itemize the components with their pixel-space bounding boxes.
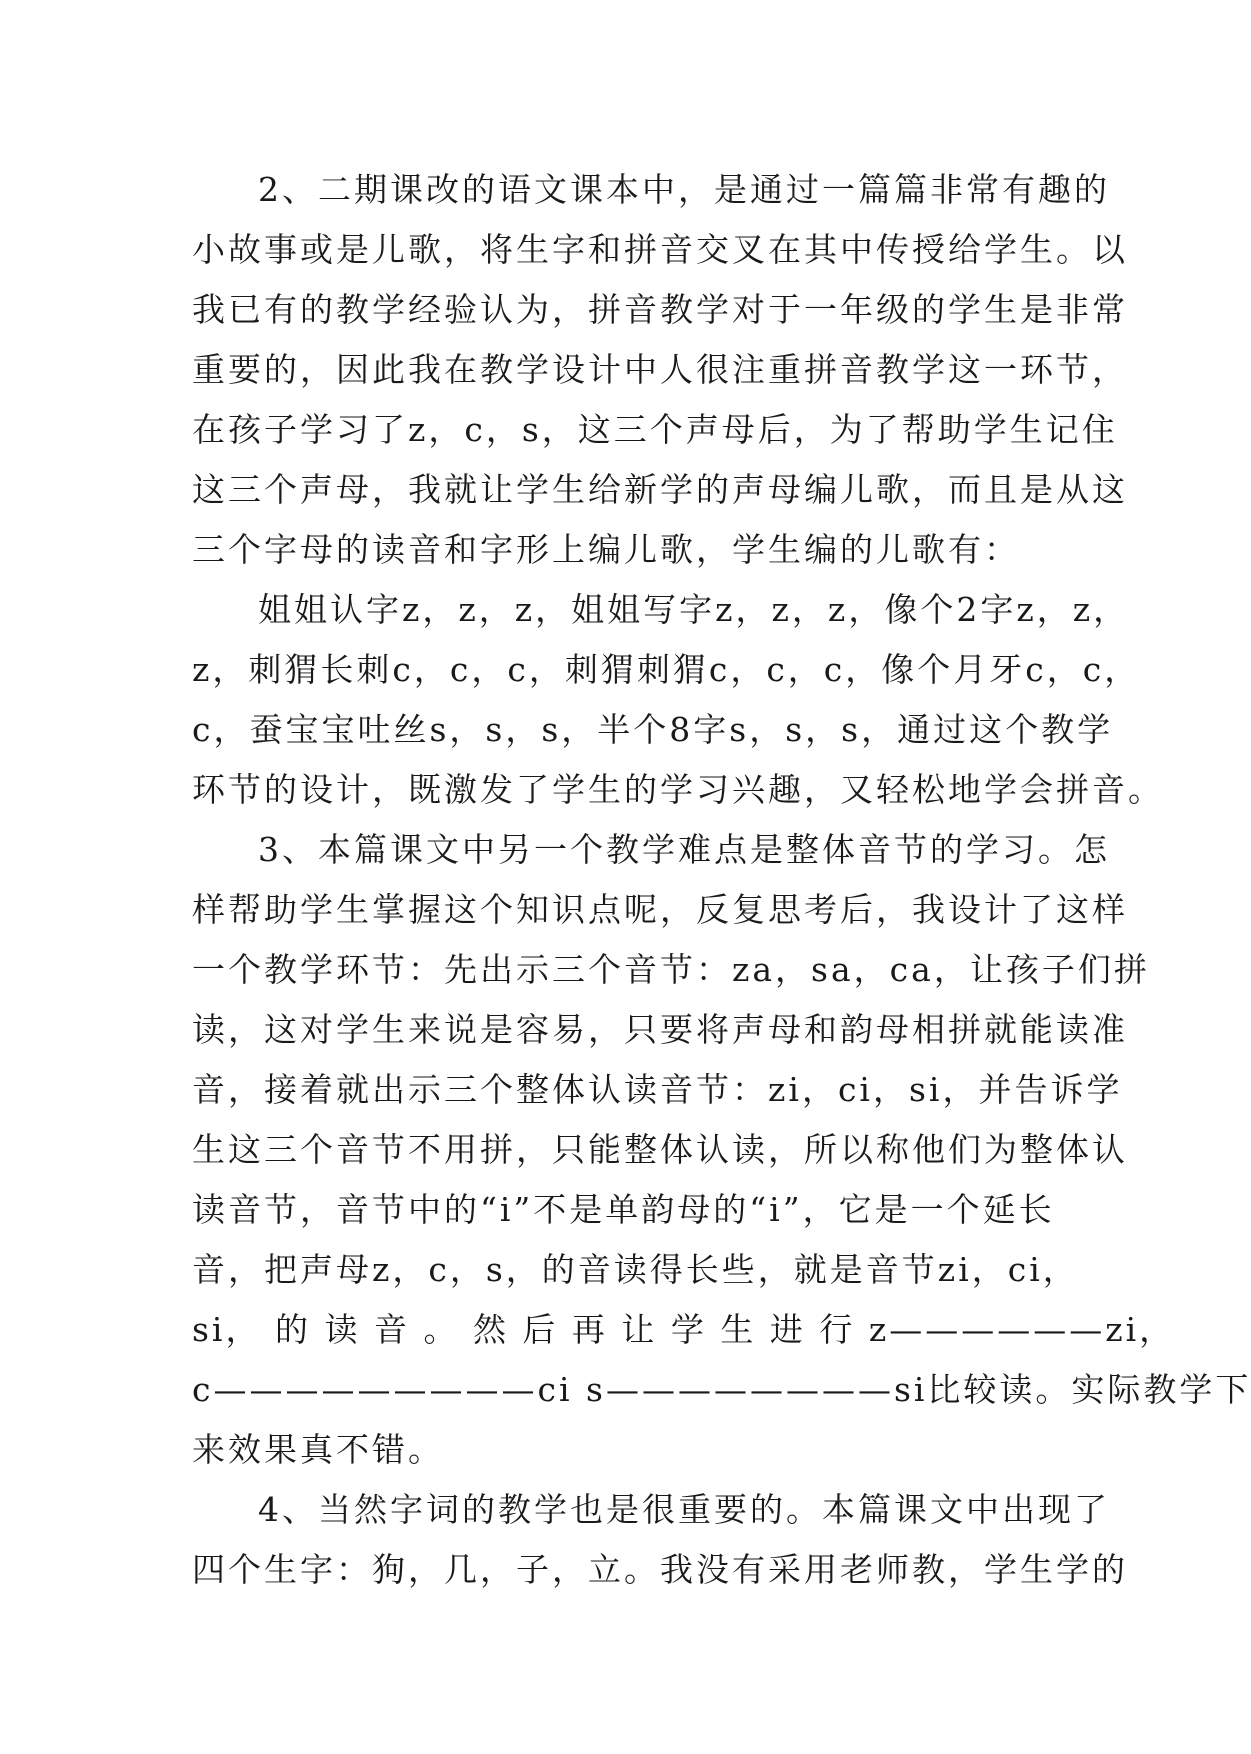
text-line: 4、当然字词的教学也是很重要的。本篇课文中出现了: [258, 1490, 1110, 1529]
document-body: [192, 160, 1251, 1600]
text-line: z，刺猬长刺c，c，c，刺猬刺猬c，c，c，像个月牙c，c，: [192, 650, 1141, 689]
text-line: si， 的 读 音 。 然 后 再 让 学 生 进 行 z——————zi，: [192, 1310, 1176, 1349]
text-line: 我已有的教学经验认为，拼音教学对于一年级的学生是非常: [192, 290, 1128, 329]
text-line: c—————————ci s————————si比较读。实际教学下: [192, 1370, 1251, 1409]
text-line: 音，把声母z，c，s，的音读得长些，就是音节zi，ci，: [192, 1250, 1079, 1289]
text-line: 姐姐认字z，z，z，姐姐写字z，z，z，像个2字z，z，: [258, 590, 1130, 629]
text-line: c，蚕宝宝吐丝s，s，s，半个8字s，s，s，通过这个教学: [192, 710, 1114, 749]
text-line: 读音节，音节中的“i”不是单韵母的“i”，它是一个延长: [192, 1190, 1055, 1229]
text-line: 3、本篇课文中另一个教学难点是整体音节的学习。怎: [258, 830, 1110, 869]
text-line: 这三个声母，我就让学生给新学的声母编儿歌，而且是从这: [192, 470, 1128, 509]
text-line: 2、二期课改的语文课本中，是通过一篇篇非常有趣的: [258, 170, 1110, 209]
text-line: 读，这对学生来说是容易，只要将声母和韵母相拼就能读准: [192, 1010, 1128, 1049]
text-line: 四个生字：狗，几，子，立。我没有采用老师教，学生学的: [192, 1550, 1128, 1589]
text-line: 音，接着就出示三个整体认读音节：zi，ci，si，并告诉学: [192, 1070, 1123, 1109]
text-line: 环节的设计，既激发了学生的学习兴趣，又轻松地学会拼音。: [192, 770, 1164, 809]
text-line: 生这三个音节不用拼，只能整体认读，所以称他们为整体认: [192, 1130, 1128, 1169]
text-line: 小故事或是儿歌，将生字和拼音交叉在其中传授给学生。以: [192, 230, 1128, 269]
text-line: 在孩子学习了z，c，s，这三个声母后，为了帮助学生记住: [192, 410, 1118, 449]
text-line: 三个字母的读音和字形上编儿歌，学生编的儿歌有：: [192, 530, 1020, 569]
text-line: 来效果真不错。: [192, 1430, 444, 1469]
text-line: 样帮助学生掌握这个知识点呢，反复思考后，我设计了这样: [192, 890, 1128, 929]
text-line: 一个教学环节：先出示三个音节：za，sa，ca，让孩子们拼: [192, 950, 1150, 989]
text-line: 重要的，因此我在教学设计中人很注重拼音教学这一环节，: [192, 350, 1128, 389]
